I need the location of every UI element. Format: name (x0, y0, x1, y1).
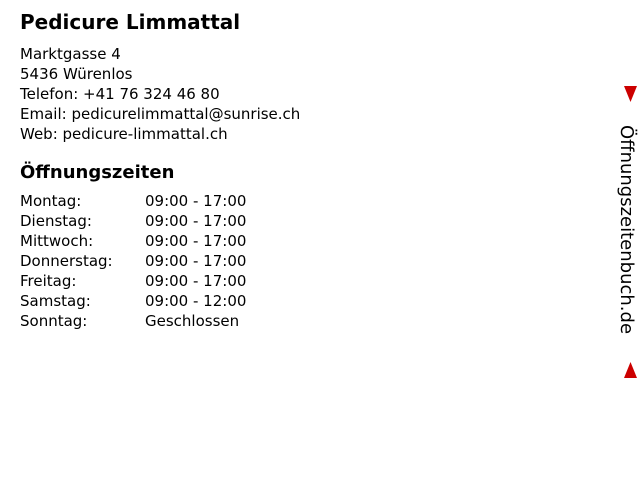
time-value: 09:00 - 17:00 (145, 272, 247, 290)
time-value: Geschlossen (145, 312, 240, 330)
day-label: Samstag: (20, 292, 91, 310)
email-line: Email: pedicurelimmattal@sunrise.ch (20, 105, 301, 123)
hours-row-thursday (20, 251, 246, 271)
day-label: Donnerstag: (20, 252, 113, 270)
phone-line: Telefon: +41 76 324 46 80 (20, 85, 220, 103)
contact-info (20, 44, 300, 144)
address-street: Marktgasse 4 (20, 45, 121, 63)
red-triangle-down-icon (624, 86, 637, 102)
hours-row-saturday (20, 291, 246, 311)
watermark-text: Öffnungszeitenbuch.de (616, 125, 637, 335)
web-line: Web: pedicure-limmattal.ch (20, 125, 228, 143)
opening-hours-table (20, 191, 246, 331)
time-value: 09:00 - 17:00 (145, 212, 247, 230)
opening-hours-heading: Öffnungszeiten (20, 162, 175, 183)
time-value: 09:00 - 17:00 (145, 232, 247, 250)
day-label: Montag: (20, 192, 82, 210)
address-city: 5436 Würenlos (20, 65, 133, 83)
hours-row-wednesday (20, 231, 246, 251)
business-name: Pedicure Limmattal (20, 10, 241, 34)
hours-row-sunday (20, 311, 246, 331)
day-label: Sonntag: (20, 312, 88, 330)
day-label: Mittwoch: (20, 232, 94, 250)
red-triangle-up-icon (624, 362, 637, 378)
hours-row-tuesday (20, 211, 246, 231)
day-label: Freitag: (20, 272, 77, 290)
hours-row-friday (20, 271, 246, 291)
time-value: 09:00 - 12:00 (145, 292, 247, 310)
day-label: Dienstag: (20, 212, 92, 230)
time-value: 09:00 - 17:00 (145, 192, 247, 210)
hours-row-monday (20, 191, 246, 211)
time-value: 09:00 - 17:00 (145, 252, 247, 270)
